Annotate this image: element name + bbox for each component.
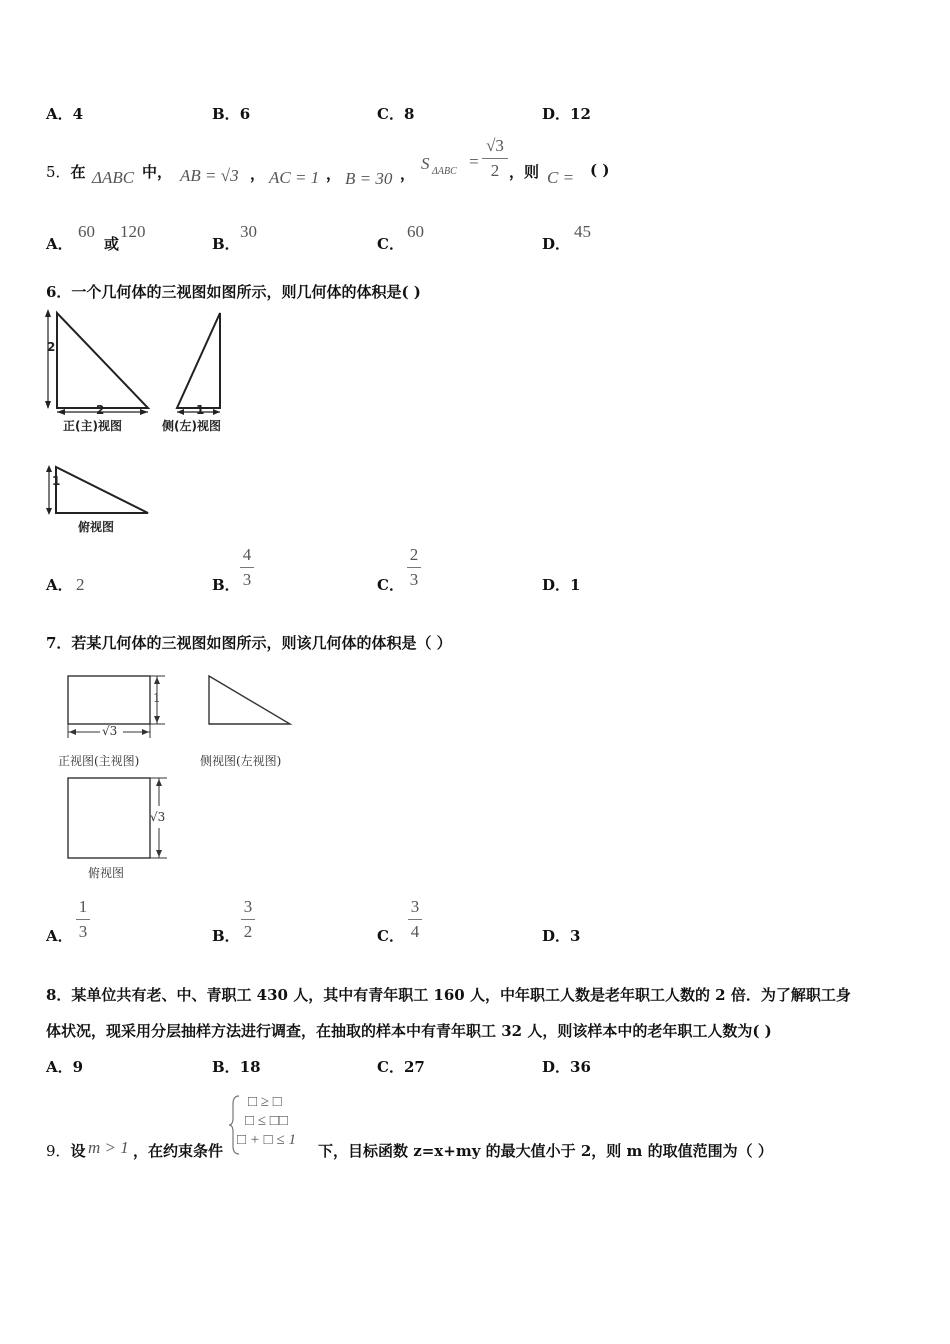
q6-option-b-num: 4: [242, 545, 252, 564]
q7-dim-sqrt3-vertical: √3: [150, 810, 166, 824]
q5-sep2: ，: [326, 165, 342, 183]
q7-side-view-triangle: [209, 676, 290, 724]
q5-eq: =: [468, 152, 480, 171]
q7-option-c-den: 4: [410, 922, 420, 941]
q6-option-a-letter: A．: [46, 576, 73, 594]
q6-side-view-label: 侧(左)视图: [162, 419, 221, 433]
q5-ab: AB = √3: [180, 166, 239, 185]
q5-c: C =: [547, 168, 575, 187]
q5-stem: 5．在: [46, 163, 86, 181]
q8-option-b: B．18: [212, 1058, 261, 1076]
q5-blank: ( ): [590, 161, 610, 179]
q5-s-sub: ΔABC: [432, 166, 457, 177]
q5-option-a-value2: 120: [120, 222, 146, 241]
q6-dim-1-top: 1: [52, 474, 61, 488]
q5-option-b-value: 30: [240, 222, 257, 241]
q6-top-view-triangle: [56, 467, 148, 513]
q7-option-a-fraction: [76, 897, 90, 942]
q6-stem: 6．一个几何体的三视图如图所示，则几何体的体积是( ): [46, 283, 421, 301]
q9-condition: m > 1: [88, 1138, 129, 1157]
q8-stem-line1: 8．某单位共有老、中、青职工 430 人，其中有青年职工 160 人，中年职工人数是老年职工人数的 2 倍．为了解职工身: [46, 986, 851, 1004]
q5-option-c-letter: C．: [377, 235, 404, 253]
q6-option-b-den: 3: [242, 570, 252, 589]
q8-option-d: D．36: [542, 1058, 591, 1076]
q5-option-c-value: 60: [407, 222, 424, 241]
q6-dim-2-vertical: 2: [47, 340, 56, 354]
q7-option-b-letter: B．: [212, 927, 240, 945]
q7-top-view-label: 俯视图: [88, 866, 125, 880]
q7-front-view-label: 正视图(主视图): [58, 754, 140, 768]
q9-post: 下，目标函数 z=x+my 的最大值小于 2，则 m 的取值范围为（ ）: [318, 1142, 773, 1160]
q8-option-a: A．9: [46, 1058, 84, 1076]
q6-option-c-fraction: [407, 545, 421, 590]
q7-option-a-den: 3: [78, 922, 88, 941]
q7-option-b-num: 3: [243, 897, 253, 916]
q7-front-view-rect: [68, 676, 150, 724]
q5-option-a-letter: A．: [46, 235, 73, 253]
q8-option-c: C．27: [377, 1058, 425, 1076]
q5-option-d-letter: D．: [542, 235, 571, 253]
q4-option-b: B．6: [212, 105, 251, 123]
q5-option-a-value1: 60: [78, 222, 95, 241]
q7-option-a-num: 1: [78, 897, 88, 916]
q9-mid: ，在约束条件: [133, 1142, 224, 1160]
q6-dim-1-side: 1: [196, 403, 205, 417]
q5-frac-den: 2: [490, 161, 500, 180]
q7-side-view-label: 侧视图(左视图): [200, 754, 282, 768]
q9-constraint-1: □ ≥ □: [248, 1094, 282, 1110]
q4-option-a: A．4: [46, 105, 84, 123]
q5-area-fraction: [482, 136, 508, 181]
q5-ac: AC = 1: [269, 168, 320, 187]
q5-option-d-value: 45: [574, 222, 591, 241]
q9-prefix: 9．设: [46, 1142, 86, 1160]
q6-option-c-num: 2: [409, 545, 419, 564]
q5-b: B = 30: [345, 169, 393, 188]
q7-dim-1: 1: [153, 691, 161, 705]
q7-option-c-fraction: [408, 897, 422, 942]
q5-sep1: ，: [250, 165, 266, 183]
q6-dim-2-horizontal: 2: [96, 403, 105, 417]
q7-option-d: D．3: [542, 927, 581, 945]
q7-option-b-den: 2: [243, 922, 253, 941]
q4-option-d: D．12: [542, 105, 591, 123]
q6-option-c-letter: C．: [377, 576, 404, 594]
q7-three-view-figure: [55, 670, 305, 870]
q5-frac-num: √3: [486, 136, 504, 155]
q5-then: ，则: [509, 163, 540, 181]
q6-option-c-den: 3: [409, 570, 419, 589]
q9-constraint-3: □ + □ ≤ 1: [237, 1132, 296, 1148]
q7-option-c-num: 3: [410, 897, 420, 916]
q8-stem-line2: 体状况，现采用分层抽样方法进行调查，在抽取的样本中有青年职工 32 人，则该样本中的老年职工人数为( ): [46, 1022, 772, 1040]
q5-triangle: ΔABC: [92, 168, 135, 187]
q7-dim-sqrt3-horizontal: √3: [102, 724, 118, 738]
q5-mid: 中，: [142, 163, 173, 181]
q7-top-view-rect: [68, 778, 150, 858]
q7-option-a-letter: A．: [46, 927, 73, 945]
q4-option-c: C．8: [377, 105, 415, 123]
q7-option-c-letter: C．: [377, 927, 404, 945]
q5-sep3: ，: [400, 165, 416, 183]
q5-option-b-letter: B．: [212, 235, 240, 253]
q6-option-b-fraction: [240, 545, 254, 590]
q5-option-a-conj: 或: [104, 235, 120, 253]
q5-s-label: S: [421, 154, 430, 173]
q6-option-a-value: 2: [76, 575, 85, 594]
q6-front-view-label: 正(主)视图: [63, 419, 122, 433]
q6-option-d-letter: D．1: [542, 576, 581, 594]
q6-option-b-letter: B．: [212, 576, 240, 594]
q6-side-view-triangle: [177, 313, 220, 408]
q6-top-view-label: 俯视图: [78, 520, 115, 534]
q9-constraint-2: □ ≤ □□: [245, 1113, 288, 1129]
q7-option-b-fraction: [241, 897, 255, 942]
q6-front-view-triangle: [57, 313, 148, 408]
q7-stem: 7．若某几何体的三视图如图所示，则该几何体的体积是（ ）: [46, 634, 452, 652]
